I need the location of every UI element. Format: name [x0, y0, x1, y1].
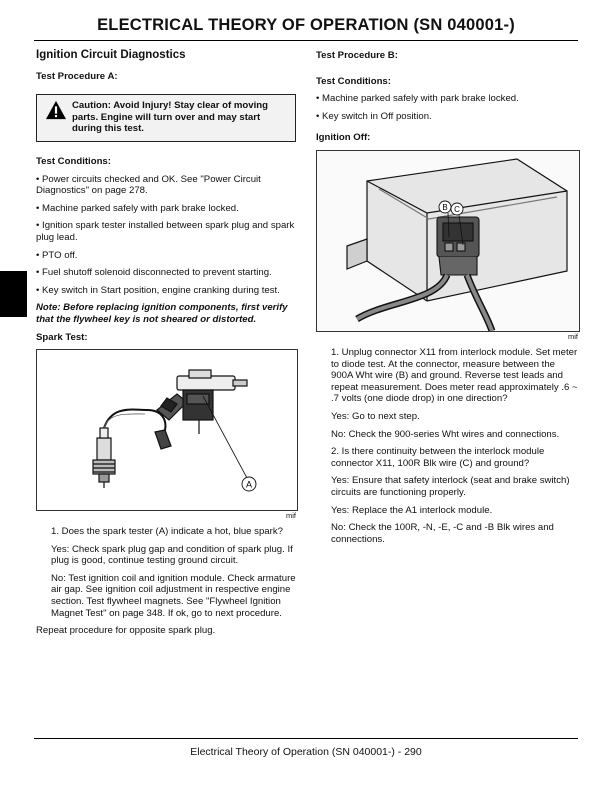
condition-item: • PTO off. [36, 249, 78, 261]
spark-tester-figure [36, 349, 298, 511]
procedure-step: Yes: Replace the A1 interlock module. [331, 504, 493, 516]
note-text: Note: Before replacing ignition components, first verify that the flywheel key is not sheared or distorted. [36, 302, 288, 325]
condition-item: • Ignition spark tester installed between spark plug and spark plug lead. [36, 220, 295, 243]
repeat-procedure-text: Repeat procedure for opposite spark plug. [36, 625, 216, 637]
procedure-step: Yes: Ensure that safety interlock (seat and brake switch) circuits are functioning properly. [331, 475, 570, 498]
procedure-step: Yes: Go to next step. [331, 410, 420, 422]
figure-caption-b: mif [568, 331, 578, 341]
procedure-step: 2. Is there continuity between the interlock module connector X11, 100R Blk wire (C) and ground? [331, 446, 545, 469]
section-title: Ignition Circuit Diagnostics [36, 49, 186, 61]
warning-triangle-icon [45, 100, 67, 120]
condition-item: • Power circuits checked and OK. See "Power Circuit Diagnostics" on page 278. [36, 173, 261, 197]
procedure-step: 1. Unplug connector X11 from interlock module. Set meter to diode test. At the connector, measure between the 900A Wht wire (B) and ground. Reverse test leads and repeat measurement. Does meter read approximately .6 ~ .7 volts (one diode drop) in one direction? [331, 346, 578, 405]
callout-c: C [454, 204, 460, 214]
callout-b: B [442, 202, 448, 212]
section-tab-marker [0, 271, 27, 317]
left-column [36, 50, 296, 643]
condition-item-b: • Machine parked safely with park brake locked. [316, 93, 519, 105]
caution-text: Caution: Avoid Injury! Stay clear of moving parts. Engine will turn over and may start during this test. [72, 100, 268, 135]
spark-step: 1. Does the spark tester (A) indicate a hot, blue spark? [51, 526, 283, 538]
interlock-module-figure [316, 150, 580, 332]
callout-a: A [245, 479, 253, 490]
caution-box [36, 94, 296, 142]
condition-item: • Machine parked safely with park brake locked. [36, 202, 239, 214]
page-title: ELECTRICAL THEORY OF OPERATION (SN 040001-) [97, 16, 515, 34]
test-conditions-heading: Test Conditions: [36, 155, 111, 167]
page-footer: Electrical Theory of Operation (SN 040001-) - 290 [190, 746, 422, 758]
test-procedure-a-heading: Test Procedure A: [36, 70, 118, 82]
ignition-off-heading: Ignition Off: [316, 132, 371, 144]
figure-caption: mif [286, 511, 296, 521]
test-conditions-heading-b: Test Conditions: [316, 75, 391, 87]
procedure-step: No: Check the 100R, -N, -E, -C and -B Blk wires and connections. [331, 522, 554, 545]
spark-test-heading: Spark Test: [36, 331, 88, 343]
footer-rule [34, 738, 578, 739]
interlock-module-illustration [317, 151, 579, 331]
procedure-step: No: Check the 900-series Wht wires and connections. [331, 428, 560, 440]
spark-step: No: Test ignition coil and ignition module. Check armature air gap. See ignition coil adjustment in respective engine section. Test flywheel magnets. See "Flywheel Ignition Magnet Test" on page 348. If ok, go to next procedure. [51, 572, 296, 619]
condition-item: • Fuel shutoff solenoid disconnected to prevent starting. [36, 267, 272, 279]
spark-step: Yes: Check spark plug gap and condition of spark plug. If plug is good, continue testing ground circuit. [51, 543, 293, 567]
right-column [316, 50, 578, 551]
spark-tester-illustration [37, 350, 297, 510]
condition-item-b: • Key switch in Off position. [316, 110, 432, 122]
test-procedure-b-heading: Test Procedure B: [316, 50, 398, 61]
header-rule [34, 40, 578, 41]
condition-item: • Key switch in Start position, engine cranking during test. [36, 284, 280, 296]
